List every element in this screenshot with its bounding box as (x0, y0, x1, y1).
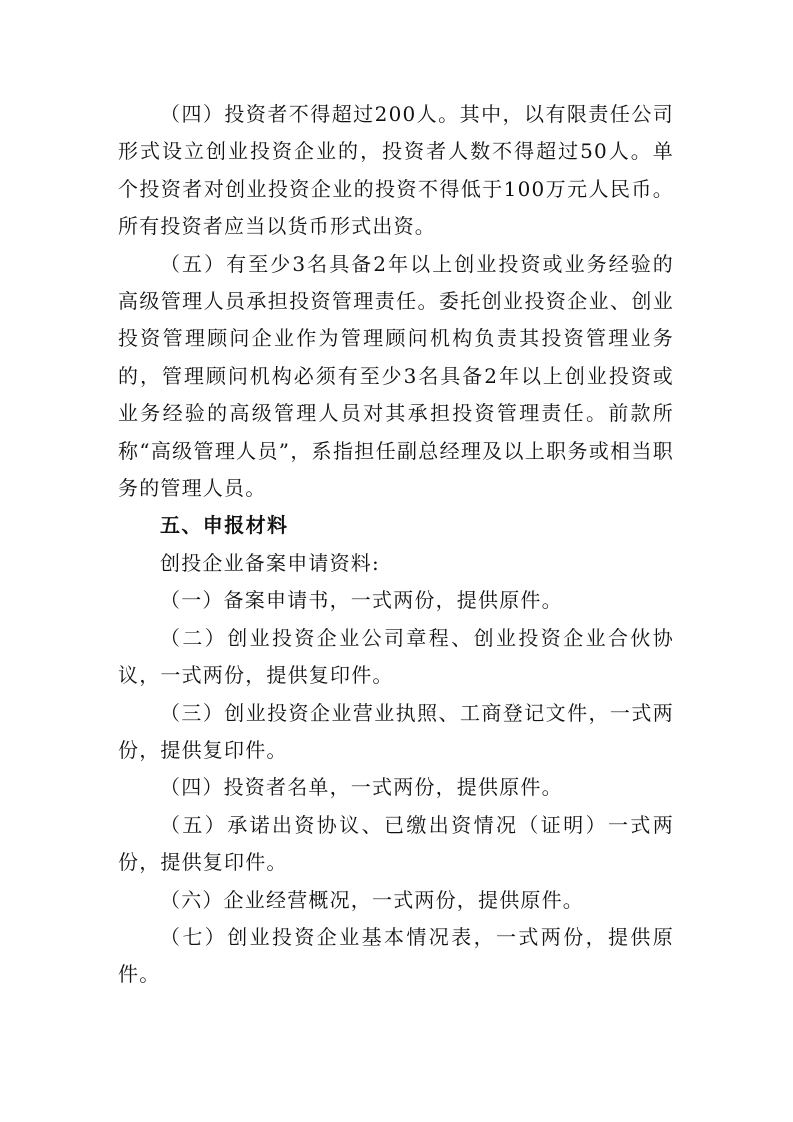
document-body (118, 96, 674, 994)
material-item-3: （三）创业投资企业营业执照、工商登记文件，一式两份，提供复印件。 (118, 700, 674, 762)
material-item-4: （四）投资者名单，一式两份，提供原件。 (160, 775, 563, 800)
materials-intro: 创投企业备案申请资料: (160, 550, 380, 575)
paragraph-management-requirement: （五）有至少3名具备2年以上创业投资或业务经验的高级管理人员承担投资管理责任。委托创业投资企业、创业投资管理顾问企业作为管理顾问机构负责其投资管理业务的，管理顾问机构必须有至少3名具备2年以上创业投资或业务经验的高级管理人员对其承担投资管理责任。前款所称“高级管理人员”，系指担任副总经理及以上职务或相当职务的管理人员。 (118, 251, 674, 501)
paragraph-investor-limit: （四）投资者不得超过200人。其中，以有限责任公司形式设立创业投资企业的，投资者人数不得超过50人。单个投资者对创业投资企业的投资不得低于100万元人民币。所有投资者应当以货币形式出资。 (118, 102, 674, 239)
material-item-5: （五）承诺出资协议、已缴出资情况（证明）一式两份，提供复印件。 (118, 812, 674, 875)
material-item-7: （七）创业投资企业基本情况表，一式两份，提供原件。 (118, 924, 674, 987)
material-item-2: （二）创业投资企业公司章程、创业投资企业合伙协议，一式两份，提供复印件。 (118, 625, 674, 688)
section-heading-application-materials: 五、申报材料 (160, 513, 289, 538)
material-item-1: （一）备案申请书，一式两份，提供原件。 (160, 588, 563, 613)
material-item-6: （六）企业经营概况，一式两份，提供原件。 (160, 887, 584, 912)
